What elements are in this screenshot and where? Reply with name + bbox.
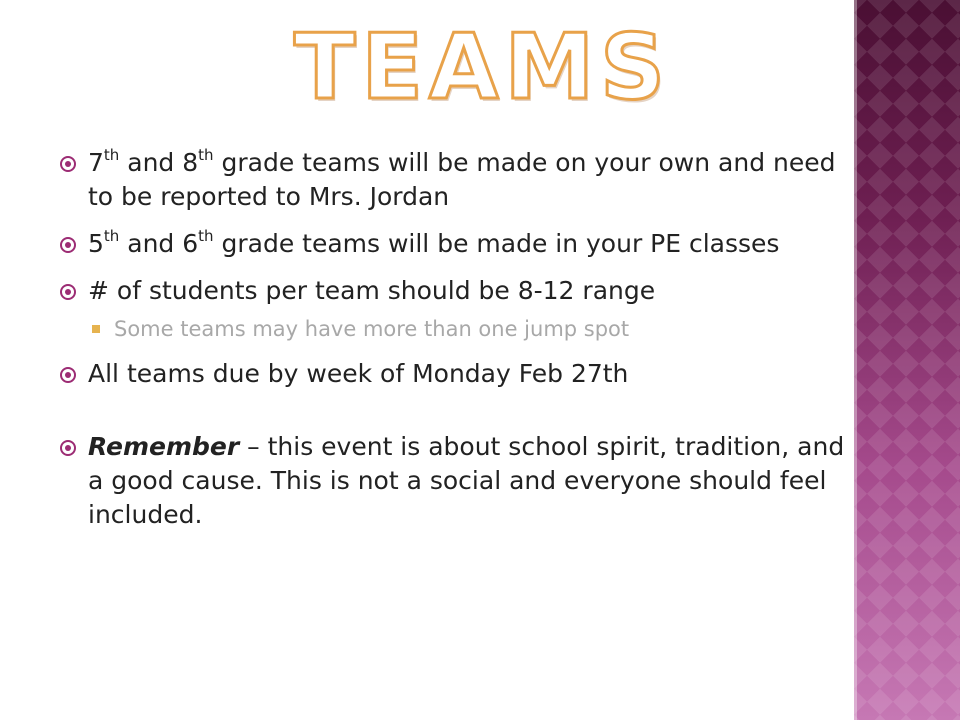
bullet-item-remember [60, 430, 850, 532]
bullet-text [88, 432, 844, 529]
circled-dot-bullet-icon [60, 237, 76, 253]
grade-number: 7 [88, 148, 104, 177]
square-bullet-icon [92, 325, 100, 333]
bullet-text [88, 145, 836, 211]
ordinal-suffix: th [103, 145, 120, 164]
emphasis-text: Remember [88, 432, 240, 461]
circled-dot-bullet-icon [60, 367, 76, 383]
circled-dot-bullet-icon [60, 156, 76, 172]
bullet-text [88, 226, 780, 258]
circled-dot-bullet-icon [60, 440, 76, 456]
ordinal-suffix: th [198, 226, 214, 245]
decorative-side-strip [854, 0, 960, 720]
bullet-item-team-size [60, 274, 850, 308]
sub-bullet-text: Some teams may have more than one jump spot [114, 317, 630, 341]
spacer [60, 404, 850, 430]
bullet-text-part: and 8 [119, 148, 199, 177]
bullet-list [60, 146, 850, 545]
bullet-item-due-date [60, 357, 850, 391]
circled-dot-bullet-icon [60, 284, 76, 300]
bullet-text-part: grade teams will be made on your own and need to be reported to Mrs. Jordan [88, 148, 836, 211]
bullet-text-part: and 6 [119, 229, 199, 258]
bullet-text-part: – this event is about school spirit, tradition, and a good cause. This is not a social and everyone should feel included. [88, 432, 845, 529]
ordinal-suffix: th [103, 226, 120, 245]
bullet-item-7th-8th-teams [60, 146, 850, 214]
grade-number: 5 [88, 229, 104, 258]
bullet-text-part: grade teams will be made in your PE classes [213, 229, 780, 258]
ordinal-suffix: th [198, 145, 214, 164]
bullet-item-5th-6th-teams [60, 227, 850, 261]
slide-title: TEAMS [294, 15, 671, 120]
sub-bullet-jump-spot [60, 315, 850, 343]
bullet-text: All teams due by week of Monday Feb 27th [88, 359, 629, 388]
bullet-text: # of students per team should be 8-12 range [88, 276, 656, 305]
